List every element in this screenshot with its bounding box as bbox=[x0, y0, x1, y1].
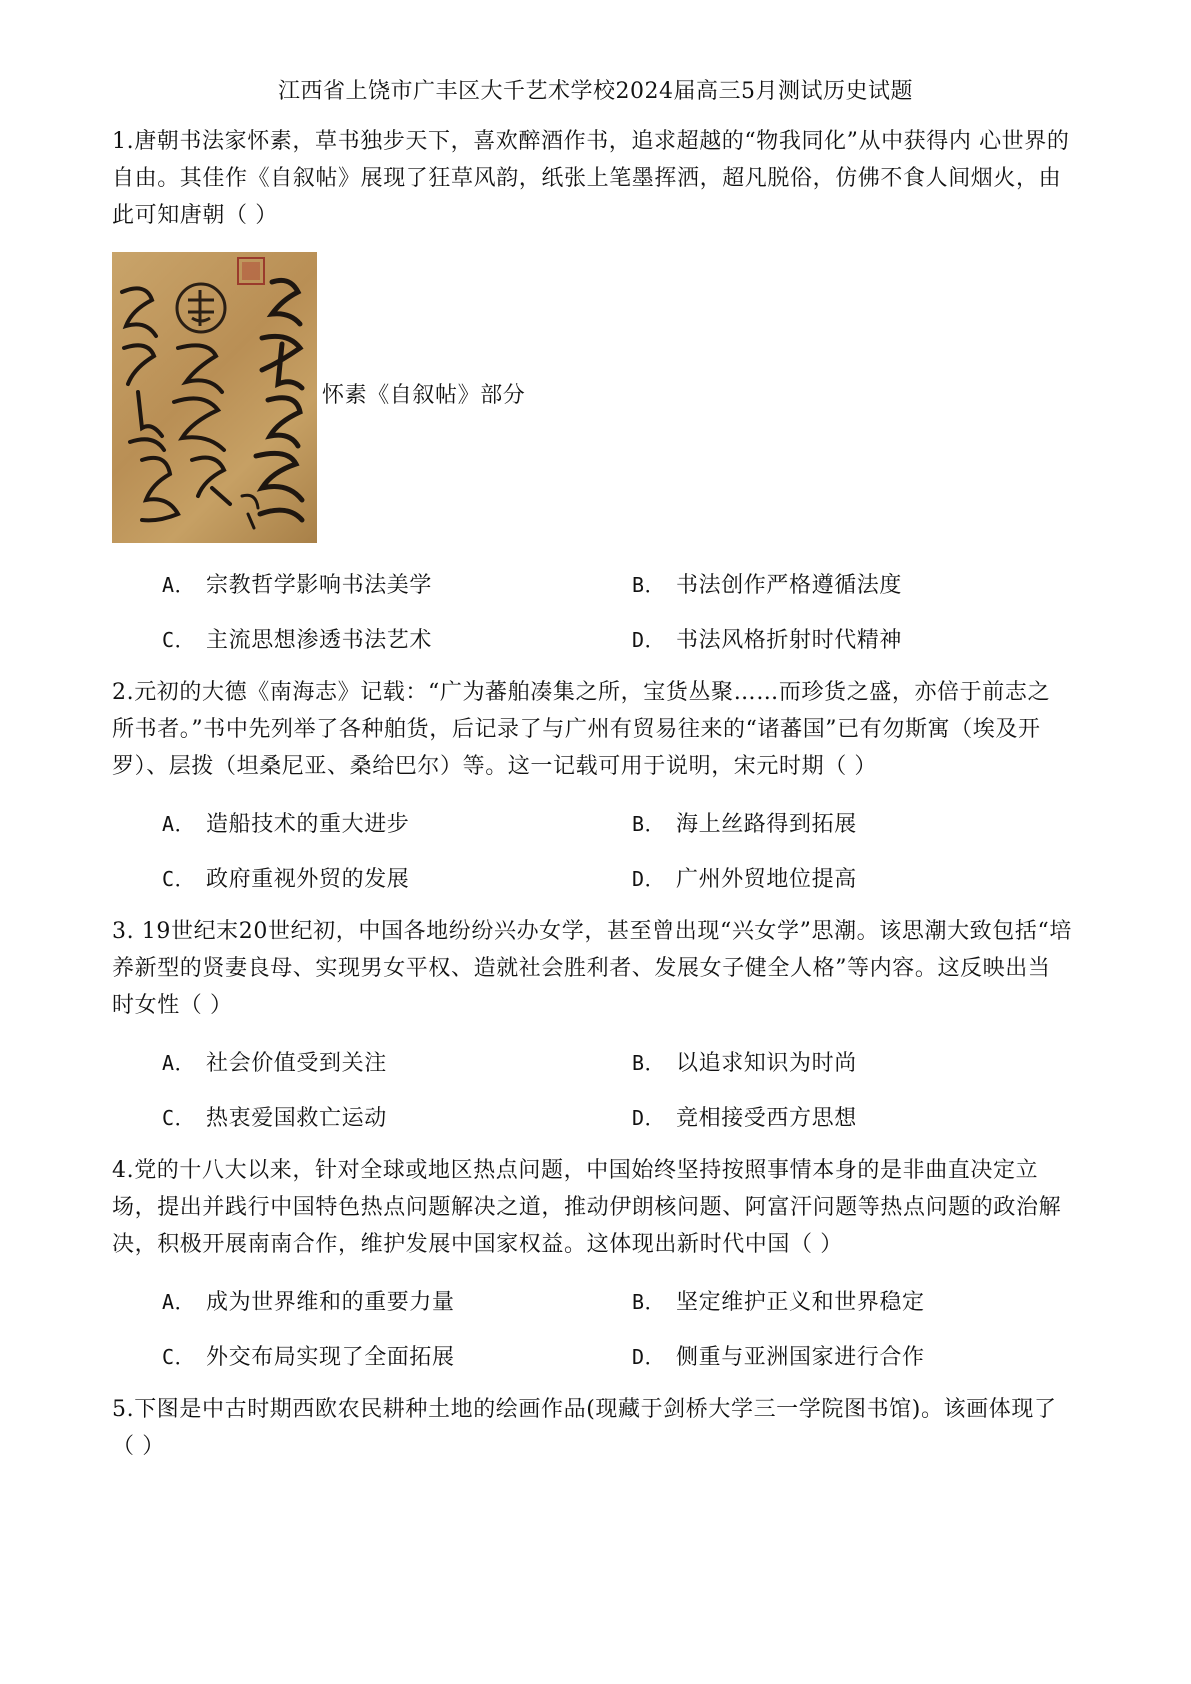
option-text: 竞相接受西方思想 bbox=[676, 1106, 857, 1131]
option-letter: D． bbox=[632, 1106, 666, 1130]
option-letter: D． bbox=[632, 1345, 666, 1369]
option-letter: C． bbox=[162, 1106, 196, 1130]
q3-option-b[interactable] bbox=[632, 1046, 857, 1077]
option-text: 造船技术的重大进步 bbox=[206, 812, 410, 837]
option-text: 书法风格折射时代精神 bbox=[676, 628, 903, 653]
calligraphy-strokes bbox=[112, 252, 317, 543]
q3-option-d[interactable] bbox=[632, 1101, 857, 1132]
option-text: 侧重与亚洲国家进行合作 bbox=[676, 1345, 925, 1370]
option-letter: B． bbox=[632, 812, 666, 836]
option-text: 宗教哲学影响书法美学 bbox=[206, 573, 433, 598]
question-3-stem: 3. 19世纪末20世纪初，中国各地纷纷兴办女学，甚至曾出现“兴女学”思潮。该思潮大致包括“培养新型的贤妻良母、实现男女平权、造就社会胜利者、发展女子健全人格”等内容。这反映出当时女性（ ） bbox=[112, 919, 1072, 1018]
q4-option-d[interactable] bbox=[632, 1340, 925, 1371]
option-text: 成为世界维和的重要力量 bbox=[206, 1290, 455, 1315]
q3-option-c[interactable] bbox=[162, 1101, 387, 1132]
option-text: 海上丝路得到拓展 bbox=[676, 812, 857, 837]
option-letter: B． bbox=[632, 1051, 666, 1075]
option-letter: A． bbox=[162, 812, 196, 836]
option-text: 广州外贸地位提高 bbox=[676, 867, 857, 892]
option-text: 政府重视外贸的发展 bbox=[206, 867, 410, 892]
q4-option-b[interactable] bbox=[632, 1285, 925, 1316]
option-letter: C． bbox=[162, 628, 196, 652]
option-text: 以追求知识为时尚 bbox=[676, 1051, 857, 1076]
option-text: 社会价值受到关注 bbox=[206, 1051, 387, 1076]
option-letter: A． bbox=[162, 1051, 196, 1075]
option-letter: D． bbox=[632, 628, 666, 652]
q4-option-c[interactable] bbox=[162, 1340, 455, 1371]
option-text: 坚定维护正义和世界稳定 bbox=[676, 1290, 925, 1315]
q4-option-a[interactable] bbox=[162, 1285, 455, 1316]
question-4-stem: 4.党的十八大以来，针对全球或地区热点问题，中国始终坚持按照事情本身的是非曲直决定立场，提出并践行中国特色热点问题解决之道，推动伊朗核问题、阿富汗问题等热点问题的政治解决，积极开展南南合作，维护发展中国家权益。这体现出新时代中国（ ） bbox=[112, 1158, 1062, 1257]
option-letter: C． bbox=[162, 1345, 196, 1369]
option-letter: D． bbox=[632, 867, 666, 891]
q2-option-a[interactable] bbox=[162, 807, 409, 838]
q1-option-a[interactable] bbox=[162, 568, 432, 599]
q1-option-d[interactable] bbox=[632, 623, 902, 654]
image-caption: 怀素《自叙帖》部分 bbox=[322, 383, 526, 408]
q2-option-b[interactable] bbox=[632, 807, 857, 838]
question-1-stem: 1.唐朝书法家怀素，草书独步天下，喜欢醉酒作书，追求超越的“物我同化”从中获得内 心世界的自由。其佳作《自叙帖》展现了狂草风韵，纸张上笔墨挥洒，超凡脱俗，仿佛不食人间烟火，由此可知唐朝（ ） bbox=[112, 129, 1070, 228]
q1-option-c[interactable] bbox=[162, 623, 432, 654]
q3-option-a[interactable] bbox=[162, 1046, 387, 1077]
q2-option-c[interactable] bbox=[162, 862, 409, 893]
page-title: 江西省上饶市广丰区大千艺术学校2024届高三5月测试历史试题 bbox=[278, 79, 913, 104]
option-text: 热衷爱国救亡运动 bbox=[206, 1106, 387, 1131]
option-letter: B． bbox=[632, 1290, 666, 1314]
calligraphy-image bbox=[112, 252, 317, 543]
question-5-stem: 5.下图是中古时期西欧农民耕种土地的绘画作品(现藏于剑桥大学三一学院图书馆)。该画体现了（ ） bbox=[112, 1397, 1057, 1459]
q1-option-b[interactable] bbox=[632, 568, 902, 599]
option-letter: A． bbox=[162, 1290, 196, 1314]
question-2-stem: 2.元初的大德《南海志》记载：“广为蕃舶凑集之所，宝货丛聚……而珍货之盛，亦倍于前志之所书者。”书中先列举了各种舶货，后记录了与广州有贸易往来的“诸蕃国”已有勿斯寓（埃及开罗）、层拨（坦桑尼亚、桑给巴尔）等。这一记载可用于说明，宋元时期（ ） bbox=[112, 680, 1051, 779]
option-letter: C． bbox=[162, 867, 196, 891]
option-letter: B． bbox=[632, 573, 666, 597]
option-text: 外交布局实现了全面拓展 bbox=[206, 1345, 455, 1370]
option-text: 书法创作严格遵循法度 bbox=[676, 573, 903, 598]
q2-option-d[interactable] bbox=[632, 862, 857, 893]
option-letter: A． bbox=[162, 573, 196, 597]
option-text: 主流思想渗透书法艺术 bbox=[206, 628, 433, 653]
